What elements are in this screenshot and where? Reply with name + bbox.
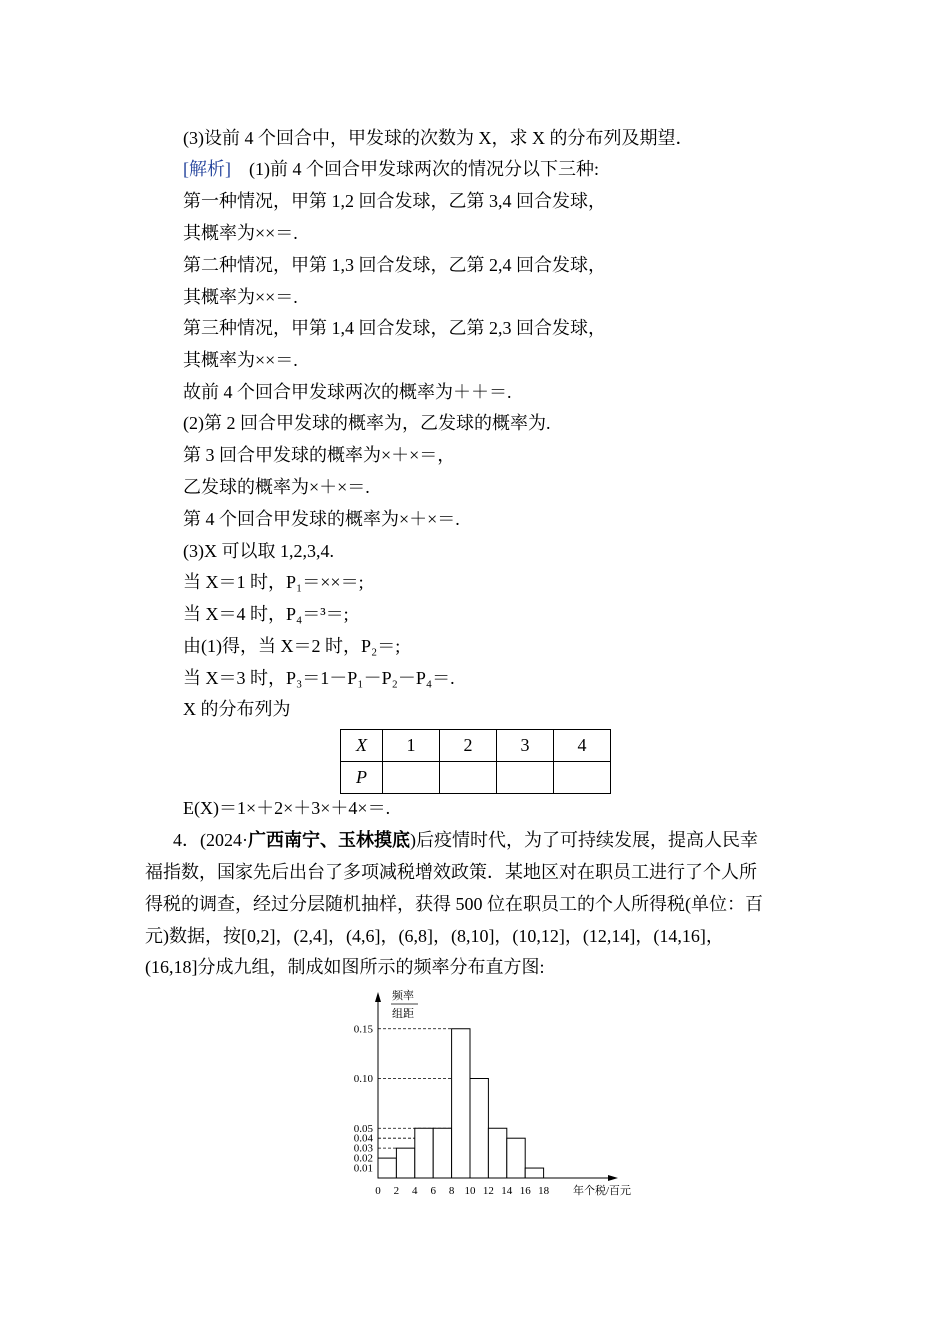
question-4-line-4: 元)数据，按[0,2]，(2,4]，(4,6]，(6,8]，(8,10]，(10,12]，(12,14]，(14,16]， [145,926,724,946]
histogram-bar [396,1148,414,1178]
x-tick-label: 0 [375,1185,381,1197]
table-cell: 3 [497,730,554,762]
frequency-histogram [330,984,650,1209]
histogram-bar [452,1029,470,1178]
x-tick-label: 14 [501,1185,513,1197]
question-4-line-3: 得税的调查，经过分层随机抽样，获得 500 位在职员工的个人所得税(单位：百 [145,894,763,914]
x-axis-arrow [608,1175,618,1181]
question-text-1: )后疫情时代，为了可持续发展，提高人民幸 [410,830,758,850]
y-axis-label-bottom: 组距 [392,1008,414,1020]
question-4-line-1 [145,829,758,851]
table-cell: 2 [440,730,497,762]
y-axis-arrow [375,992,381,1002]
table-cell: X [341,730,383,762]
x-tick-label: 12 [482,1185,494,1197]
total-prob: 故前 4 个回合甲发球两次的概率为＋＋＝. [183,382,512,402]
y-tick-label: 0.05 [353,1122,373,1135]
x-tick-label: 18 [538,1185,550,1197]
case-1-prob: 其概率为××＝. [183,223,298,243]
x-tick-label: 10 [464,1185,476,1197]
question-source: 广西南宁、玉林摸底 [248,830,410,850]
case-3-prob: 其概率为××＝. [183,350,298,370]
part2-round3-a: 第 3 回合甲发球的概率为×＋×＝， [183,445,456,465]
histogram-bar [378,1158,396,1178]
x-tick-label: 2 [393,1185,400,1197]
x-tick-label: 8 [448,1185,455,1197]
y-tick-label: 0.03 [353,1142,373,1155]
part2-round2: (2)第 2 回合甲发球的概率为，乙发球的概率为. [183,413,551,433]
table-row [341,730,611,762]
case-3: 第三种情况，甲第 1,4 回合发球，乙第 2,3 回合发球， [183,318,606,338]
table-row [341,762,611,794]
distribution-table [340,729,611,794]
y-tick-label: 0.04 [353,1132,373,1145]
question-4-line-5: (16,18]分成九组，制成如图所示的频率分布直方图: [145,957,545,977]
case-2-prob: 其概率为××＝. [183,287,298,307]
histogram-bar [470,1079,488,1179]
distribution-label: X 的分布列为 [183,699,291,719]
y-tick-label: 0.01 [353,1162,373,1175]
y-tick-label: 0.02 [353,1152,373,1165]
x-tick-label: 4 [412,1185,418,1197]
question-4-line-2: 福指数，国家先后出台了多项减税增效政策．某地区对在职员工进行了个人所 [145,862,757,882]
table-cell: 4 [554,730,611,762]
analysis-tag: [解析] [183,159,231,179]
part3-question: (3)设前 4 个回合中，甲发球的次数为 X，求 X 的分布列及期望． [183,128,694,148]
y-tick-label: 0.15 [353,1023,373,1036]
x-tick-label: 6 [430,1185,436,1197]
solution-part1-intro: (1)前 4 个回合甲发球两次的情况分以下三种: [249,159,599,179]
p2-line: 由(1)得，当 X＝2 时，P₂＝; [183,636,401,656]
case-1: 第一种情况，甲第 1,2 回合发球，乙第 3,4 回合发球， [183,191,606,211]
p4-line: 当 X＝4 时，P₄＝³＝; [183,604,349,624]
question-source-open: (2024· [200,830,248,850]
part3-values: (3)X 可以取 1,2,3,4. [183,541,334,561]
x-axis-label: 年个税/百元 [573,1185,632,1197]
histogram-bar [507,1138,525,1178]
table-cell [554,762,611,794]
case-2: 第二种情况，甲第 1,3 回合发球，乙第 2,4 回合发球， [183,255,606,275]
p3-line: 当 X＝3 时，P₃＝1－P₁－P₂－P₄＝. [183,668,455,688]
table-cell [497,762,554,794]
histogram-bar [415,1128,433,1178]
histogram-bar [525,1168,543,1178]
x-tick-label: 16 [519,1185,531,1197]
table-cell: P [341,762,383,794]
solution-intro [183,158,599,180]
p1-line: 当 X＝1 时，P₁＝××＝; [183,572,364,592]
table-cell [383,762,440,794]
histogram-bar [488,1128,506,1178]
expectation-line: E(X)＝1×＋2×＋3×＋4×＝. [183,798,391,818]
table-cell [440,762,497,794]
histogram-bar [433,1128,451,1178]
y-tick-label: 0.10 [353,1073,373,1085]
table-cell: 1 [383,730,440,762]
y-axis-label-top: 频率 [392,990,414,1002]
question-number: 4． [173,830,200,850]
part2-round3-b: 乙发球的概率为×＋×＝. [183,477,370,497]
part2-round4: 第 4 个回合甲发球的概率为×＋×＝. [183,509,460,529]
